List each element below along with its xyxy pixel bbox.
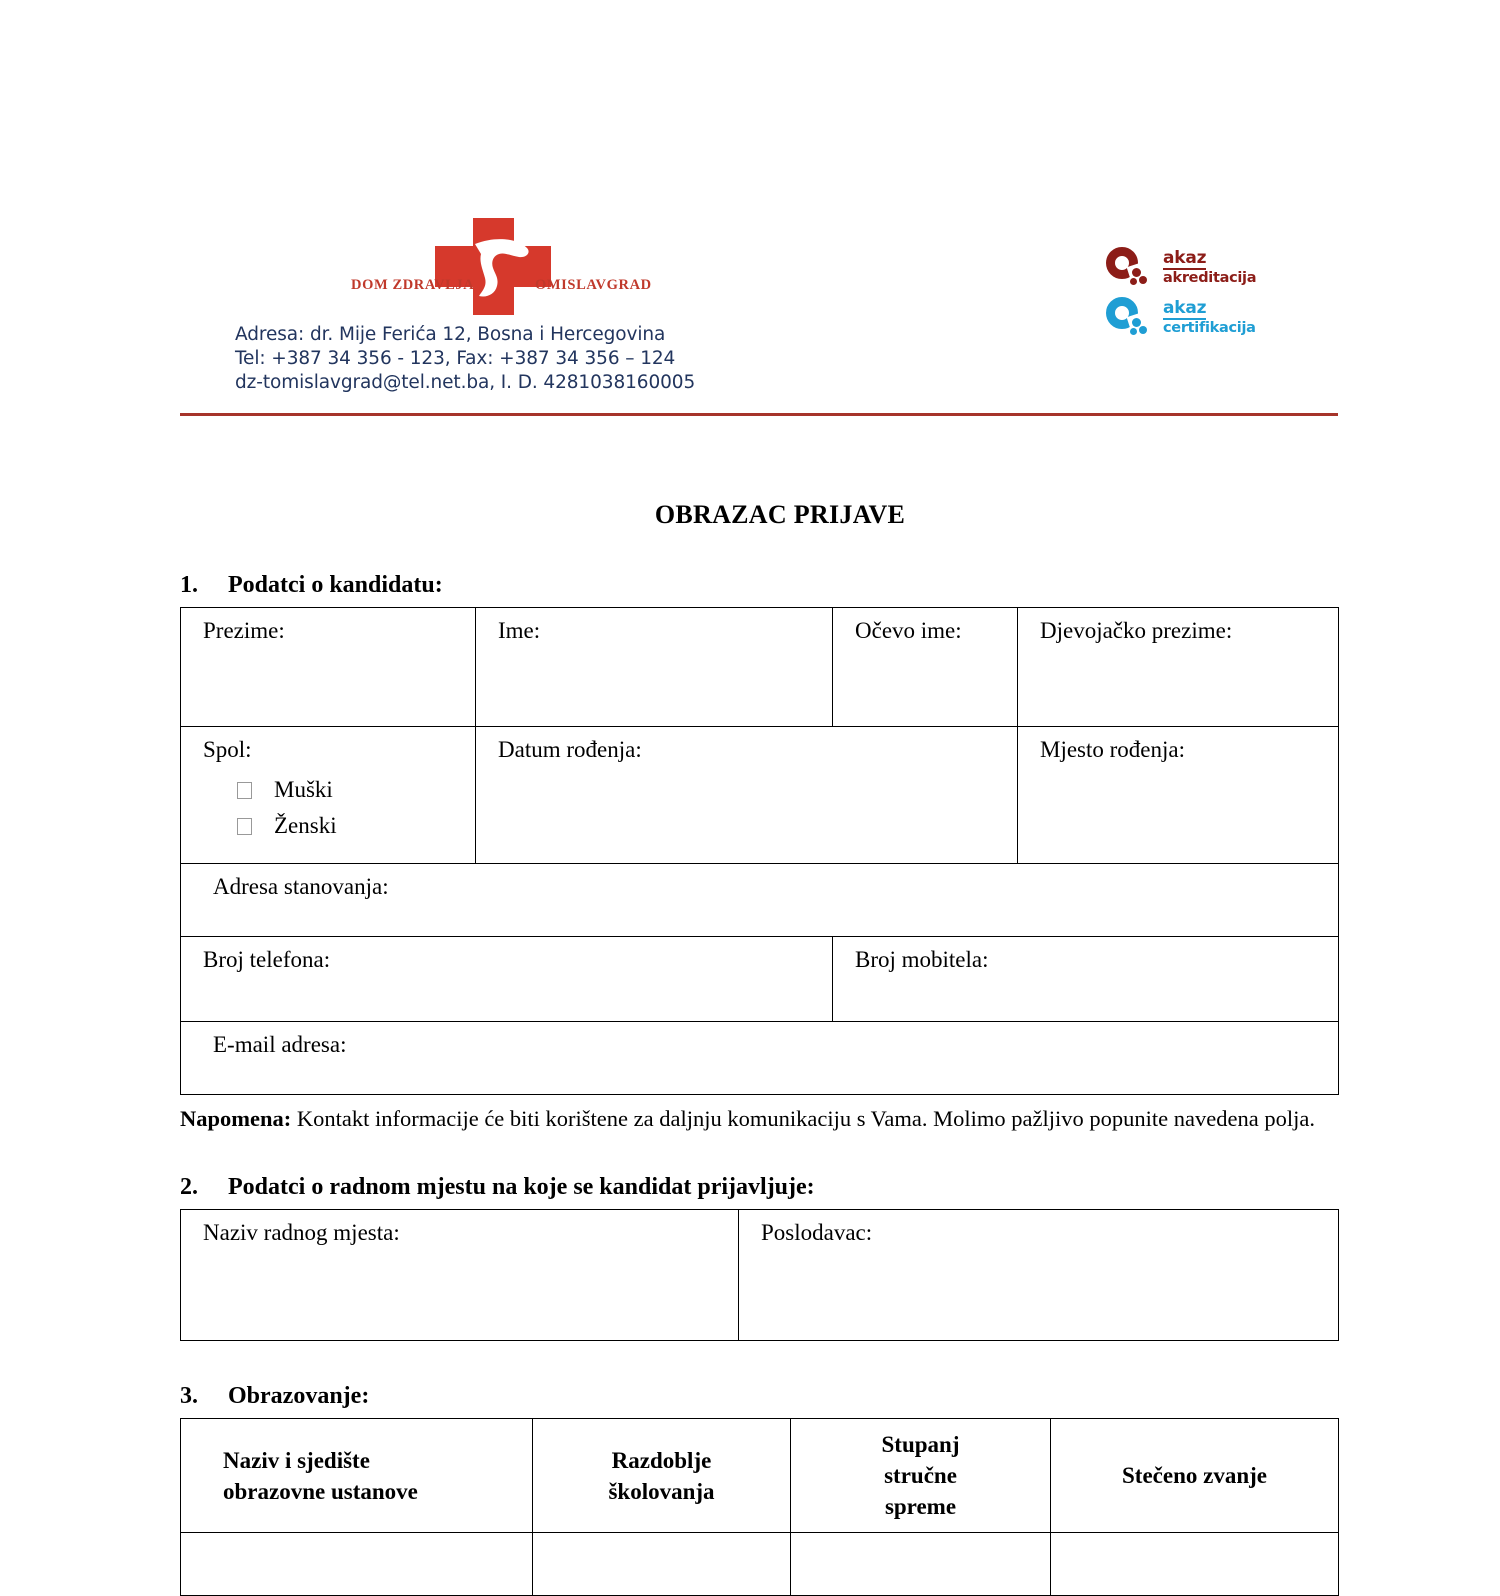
letterhead-left (235, 215, 755, 395)
cell-period[interactable] (533, 1533, 791, 1596)
note-text: Kontakt informacije će biti korištene za daljnju komunikaciju s Vama. Molimo pažljivo popunite navedena polja. (291, 1106, 1315, 1131)
field-label-maiden-name[interactable]: Djevojačko prezime: (1018, 608, 1339, 727)
akaz-certifikacija-logo (1104, 295, 1304, 341)
section-1-title: Podatci o kandidatu: (228, 572, 443, 598)
job-position-table (180, 1209, 1339, 1341)
table-header-row (181, 1419, 1339, 1533)
column-header-level-line3: spreme (884, 1494, 957, 1519)
column-header-period-line2: školovanja (608, 1478, 715, 1504)
section-1-number: 1. (180, 572, 198, 598)
cell-institution[interactable] (181, 1533, 533, 1596)
logo-word-left: DOM ZDRAVLJA (351, 277, 475, 293)
section-3-number: 3. (180, 1383, 198, 1409)
table-row (181, 1210, 1339, 1341)
column-header-level-line2: stručne (884, 1463, 957, 1488)
column-header-institution-line2: obrazovne ustanove (223, 1478, 418, 1504)
section-3-title: Obrazovanje: (228, 1383, 370, 1409)
field-label-gender: Spol: (203, 737, 252, 762)
section-heading-2 (180, 1174, 1340, 1201)
column-header-level-line1: Stupanj (881, 1432, 960, 1457)
field-label-first-name[interactable]: Ime: (476, 608, 833, 727)
gender-option-female[interactable] (237, 808, 475, 844)
column-header-period-line1: Razdoblje (611, 1447, 712, 1473)
section-2-title: Podatci o radnom mjestu na koje se kandidat prijavljuje: (228, 1174, 815, 1200)
akaz-name-red: akaz (1163, 249, 1206, 270)
table-row (181, 1022, 1339, 1095)
field-label-birth-place[interactable]: Mjesto rođenja: (1018, 727, 1339, 864)
red-cross-icon (435, 218, 551, 315)
field-label-position-name[interactable]: Naziv radnog mjesta: (181, 1210, 739, 1341)
table-row (181, 937, 1339, 1022)
note-label: Napomena: (180, 1106, 292, 1131)
column-header-qualification-level (791, 1419, 1051, 1533)
logo-word-right: OMISLAVGRAD (535, 277, 652, 293)
akaz-ring-icon (1104, 245, 1158, 291)
table-row (181, 864, 1339, 937)
document-body (180, 500, 1340, 1596)
column-header-institution-line1: Naziv i sjedište (223, 1447, 370, 1473)
letterhead-address-block (235, 323, 755, 395)
letterhead (180, 215, 1338, 420)
akaz-name-blue: akaz (1163, 299, 1206, 320)
section-heading-3 (180, 1383, 1340, 1410)
checkbox-male-icon[interactable] (237, 782, 252, 799)
address-line-2: Tel: +387 34 356 - 123, Fax: +387 34 356 – 124 (235, 348, 676, 369)
education-table (180, 1418, 1339, 1596)
akaz-subtitle-blue: certifikacija (1163, 320, 1256, 337)
section-heading-1 (180, 572, 1340, 599)
column-header-institution (181, 1419, 533, 1533)
letterhead-right (1104, 245, 1304, 345)
akaz-ring-icon-blue (1104, 295, 1158, 341)
section-2-number: 2. (180, 1174, 198, 1200)
field-label-home-address[interactable]: Adresa stanovanja: (181, 864, 1339, 937)
field-label-birth-date[interactable]: Datum rođenja: (476, 727, 1018, 864)
gender-option-female-label: Ženski (274, 813, 337, 838)
letterhead-divider (180, 413, 1338, 416)
cell-title[interactable] (1051, 1533, 1339, 1596)
gender-options (203, 772, 475, 844)
field-label-fathers-name[interactable]: Očevo ime: (833, 608, 1018, 727)
table-row (181, 727, 1339, 864)
cell-level[interactable] (791, 1533, 1051, 1596)
candidate-data-table (180, 607, 1339, 1095)
address-line-3: dz-tomislavgrad@tel.net.ba, I. D. 4281038160005 (235, 372, 696, 393)
field-label-employer[interactable]: Poslodavac: (739, 1210, 1339, 1341)
field-label-email[interactable]: E-mail adresa: (181, 1022, 1339, 1095)
note-paragraph (180, 1103, 1338, 1134)
gender-cell[interactable] (181, 727, 476, 864)
checkbox-female-icon[interactable] (237, 818, 252, 835)
address-line-1: Adresa: dr. Mije Ferića 12, Bosna i Hercegovina (235, 324, 666, 345)
field-label-phone[interactable]: Broj telefona: (181, 937, 833, 1022)
field-label-mobile[interactable]: Broj mobitela: (833, 937, 1339, 1022)
table-row (181, 1533, 1339, 1596)
page-title: OBRAZAC PRIJAVE (654, 500, 906, 529)
akaz-akreditacija-text (1163, 249, 1256, 287)
gender-option-male-label: Muški (274, 777, 333, 802)
field-label-surname[interactable]: Prezime: (181, 608, 476, 727)
table-row (181, 608, 1339, 727)
column-header-period (533, 1419, 791, 1533)
akaz-subtitle-red: akreditacija (1163, 270, 1257, 287)
akaz-akreditacija-logo (1104, 245, 1304, 291)
column-header-acquired-title: Stečeno zvanje (1051, 1419, 1339, 1533)
snake-symbol-icon (465, 232, 537, 304)
gender-option-male[interactable] (237, 772, 475, 808)
dom-zdravlja-logo (345, 215, 652, 315)
akaz-certifikacija-text (1163, 299, 1256, 337)
